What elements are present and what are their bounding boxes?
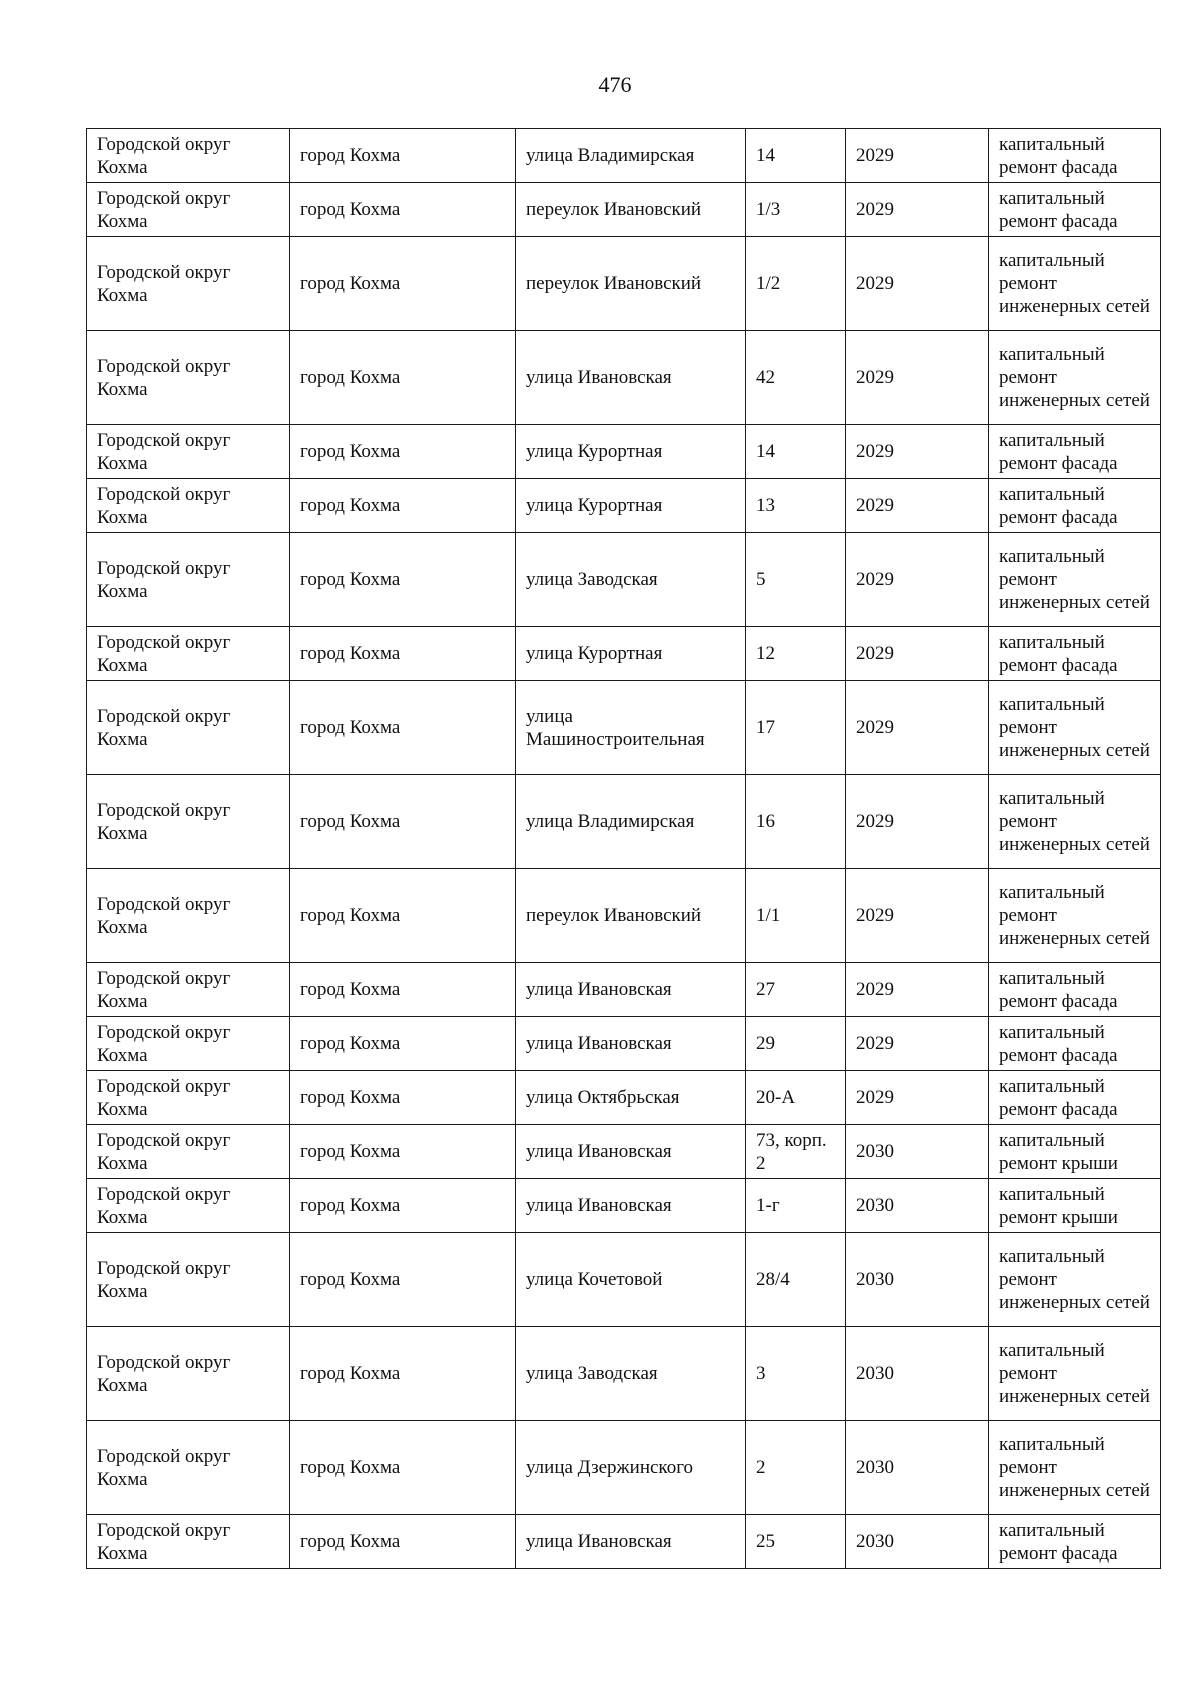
house-number-cell: 14 [746, 425, 846, 479]
city-cell: город Кохма [290, 237, 516, 331]
district-cell: Городской округ Кохма [87, 129, 290, 183]
year-cell: 2029 [846, 425, 989, 479]
street-cell: улица Курортная [516, 627, 746, 681]
house-number-cell: 20-А [746, 1071, 846, 1125]
table-row [87, 1233, 1161, 1327]
district-cell: Городской округ Кохма [87, 183, 290, 237]
district-cell: Городской округ Кохма [87, 627, 290, 681]
district-cell: Городской округ Кохма [87, 1233, 290, 1327]
house-number-cell: 5 [746, 533, 846, 627]
year-cell: 2029 [846, 331, 989, 425]
house-number-cell: 1/3 [746, 183, 846, 237]
district-cell: Городской округ Кохма [87, 1179, 290, 1233]
house-number-cell: 25 [746, 1515, 846, 1569]
street-cell: улица Октябрьская [516, 1071, 746, 1125]
year-cell: 2029 [846, 775, 989, 869]
house-number-cell: 29 [746, 1017, 846, 1071]
street-cell: переулок Ивановский [516, 237, 746, 331]
work-type-cell: капитальный ремонт инженерных сетей [989, 775, 1161, 869]
work-type-cell: капитальный ремонт фасада [989, 479, 1161, 533]
year-cell: 2029 [846, 1071, 989, 1125]
work-type-cell: капитальный ремонт фасада [989, 183, 1161, 237]
city-cell: город Кохма [290, 1233, 516, 1327]
repair-schedule-table [86, 128, 1161, 1569]
table-row [87, 963, 1161, 1017]
street-cell: переулок Ивановский [516, 869, 746, 963]
year-cell: 2029 [846, 129, 989, 183]
street-cell: улица Ивановская [516, 963, 746, 1017]
house-number-cell: 1/2 [746, 237, 846, 331]
table-row [87, 775, 1161, 869]
city-cell: город Кохма [290, 1421, 516, 1515]
street-cell: улица Ивановская [516, 1515, 746, 1569]
work-type-cell: капитальный ремонт инженерных сетей [989, 1233, 1161, 1327]
street-cell: улица Курортная [516, 479, 746, 533]
year-cell: 2030 [846, 1125, 989, 1179]
year-cell: 2029 [846, 963, 989, 1017]
table-row [87, 1017, 1161, 1071]
year-cell: 2029 [846, 1017, 989, 1071]
city-cell: город Кохма [290, 681, 516, 775]
street-cell: улица Заводская [516, 533, 746, 627]
house-number-cell: 3 [746, 1327, 846, 1421]
house-number-cell: 14 [746, 129, 846, 183]
house-number-cell: 1/1 [746, 869, 846, 963]
year-cell: 2029 [846, 183, 989, 237]
city-cell: город Кохма [290, 425, 516, 479]
work-type-cell: капитальный ремонт инженерных сетей [989, 869, 1161, 963]
district-cell: Городской округ Кохма [87, 479, 290, 533]
year-cell: 2029 [846, 681, 989, 775]
city-cell: город Кохма [290, 479, 516, 533]
table-row [87, 425, 1161, 479]
table-row [87, 869, 1161, 963]
work-type-cell: капитальный ремонт фасада [989, 963, 1161, 1017]
street-cell: улица Ивановская [516, 1179, 746, 1233]
city-cell: город Кохма [290, 1515, 516, 1569]
city-cell: город Кохма [290, 1179, 516, 1233]
work-type-cell: капитальный ремонт фасада [989, 425, 1161, 479]
city-cell: город Кохма [290, 1071, 516, 1125]
city-cell: город Кохма [290, 1327, 516, 1421]
work-type-cell: капитальный ремонт инженерных сетей [989, 237, 1161, 331]
district-cell: Городской округ Кохма [87, 1327, 290, 1421]
street-cell: улица Ивановская [516, 331, 746, 425]
year-cell: 2029 [846, 479, 989, 533]
city-cell: город Кохма [290, 183, 516, 237]
page-number: 476 [598, 72, 632, 97]
year-cell: 2029 [846, 237, 989, 331]
district-cell: Городской округ Кохма [87, 425, 290, 479]
table-row [87, 183, 1161, 237]
work-type-cell: капитальный ремонт фасада [989, 627, 1161, 681]
street-cell: улица Машиностроительная [516, 681, 746, 775]
house-number-cell: 13 [746, 479, 846, 533]
table-row [87, 479, 1161, 533]
year-cell: 2029 [846, 627, 989, 681]
street-cell: улица Ивановская [516, 1017, 746, 1071]
district-cell: Городской округ Кохма [87, 963, 290, 1017]
table-row [87, 533, 1161, 627]
city-cell: город Кохма [290, 533, 516, 627]
year-cell: 2030 [846, 1515, 989, 1569]
year-cell: 2030 [846, 1233, 989, 1327]
work-type-cell: капитальный ремонт фасада [989, 1071, 1161, 1125]
house-number-cell: 27 [746, 963, 846, 1017]
work-type-cell: капитальный ремонт фасада [989, 1017, 1161, 1071]
street-cell: улица Владимирская [516, 129, 746, 183]
work-type-cell: капитальный ремонт инженерных сетей [989, 681, 1161, 775]
house-number-cell: 2 [746, 1421, 846, 1515]
work-type-cell: капитальный ремонт инженерных сетей [989, 331, 1161, 425]
district-cell: Городской округ Кохма [87, 533, 290, 627]
table-row [87, 1327, 1161, 1421]
house-number-cell: 17 [746, 681, 846, 775]
table-row [87, 1071, 1161, 1125]
table-row [87, 331, 1161, 425]
work-type-cell: капитальный ремонт инженерных сетей [989, 1421, 1161, 1515]
street-cell: переулок Ивановский [516, 183, 746, 237]
city-cell: город Кохма [290, 1125, 516, 1179]
city-cell: город Кохма [290, 1017, 516, 1071]
district-cell: Городской округ Кохма [87, 331, 290, 425]
table-row [87, 1515, 1161, 1569]
year-cell: 2029 [846, 869, 989, 963]
district-cell: Городской округ Кохма [87, 1071, 290, 1125]
year-cell: 2030 [846, 1421, 989, 1515]
house-number-cell: 73, корп. 2 [746, 1125, 846, 1179]
work-type-cell: капитальный ремонт крыши [989, 1179, 1161, 1233]
house-number-cell: 28/4 [746, 1233, 846, 1327]
city-cell: город Кохма [290, 331, 516, 425]
district-cell: Городской округ Кохма [87, 1515, 290, 1569]
house-number-cell: 1-г [746, 1179, 846, 1233]
table-row [87, 1179, 1161, 1233]
table-row [87, 237, 1161, 331]
table-row [87, 129, 1161, 183]
district-cell: Городской округ Кохма [87, 681, 290, 775]
work-type-cell: капитальный ремонт крыши [989, 1125, 1161, 1179]
district-cell: Городской округ Кохма [87, 1125, 290, 1179]
city-cell: город Кохма [290, 775, 516, 869]
house-number-cell: 16 [746, 775, 846, 869]
table-row [87, 1421, 1161, 1515]
table-row [87, 1125, 1161, 1179]
street-cell: улица Ивановская [516, 1125, 746, 1179]
year-cell: 2030 [846, 1179, 989, 1233]
work-type-cell: капитальный ремонт фасада [989, 129, 1161, 183]
city-cell: город Кохма [290, 627, 516, 681]
table-row [87, 681, 1161, 775]
street-cell: улица Кочетовой [516, 1233, 746, 1327]
city-cell: город Кохма [290, 963, 516, 1017]
street-cell: улица Владимирская [516, 775, 746, 869]
street-cell: улица Курортная [516, 425, 746, 479]
street-cell: улица Дзержинского [516, 1421, 746, 1515]
work-type-cell: капитальный ремонт фасада [989, 1515, 1161, 1569]
city-cell: город Кохма [290, 129, 516, 183]
table-body [87, 129, 1161, 1569]
work-type-cell: капитальный ремонт инженерных сетей [989, 533, 1161, 627]
house-number-cell: 42 [746, 331, 846, 425]
year-cell: 2030 [846, 1327, 989, 1421]
city-cell: город Кохма [290, 869, 516, 963]
street-cell: улица Заводская [516, 1327, 746, 1421]
district-cell: Городской округ Кохма [87, 1017, 290, 1071]
district-cell: Городской округ Кохма [87, 775, 290, 869]
year-cell: 2029 [846, 533, 989, 627]
work-type-cell: капитальный ремонт инженерных сетей [989, 1327, 1161, 1421]
district-cell: Городской округ Кохма [87, 237, 290, 331]
district-cell: Городской округ Кохма [87, 869, 290, 963]
district-cell: Городской округ Кохма [87, 1421, 290, 1515]
table-row [87, 627, 1161, 681]
house-number-cell: 12 [746, 627, 846, 681]
